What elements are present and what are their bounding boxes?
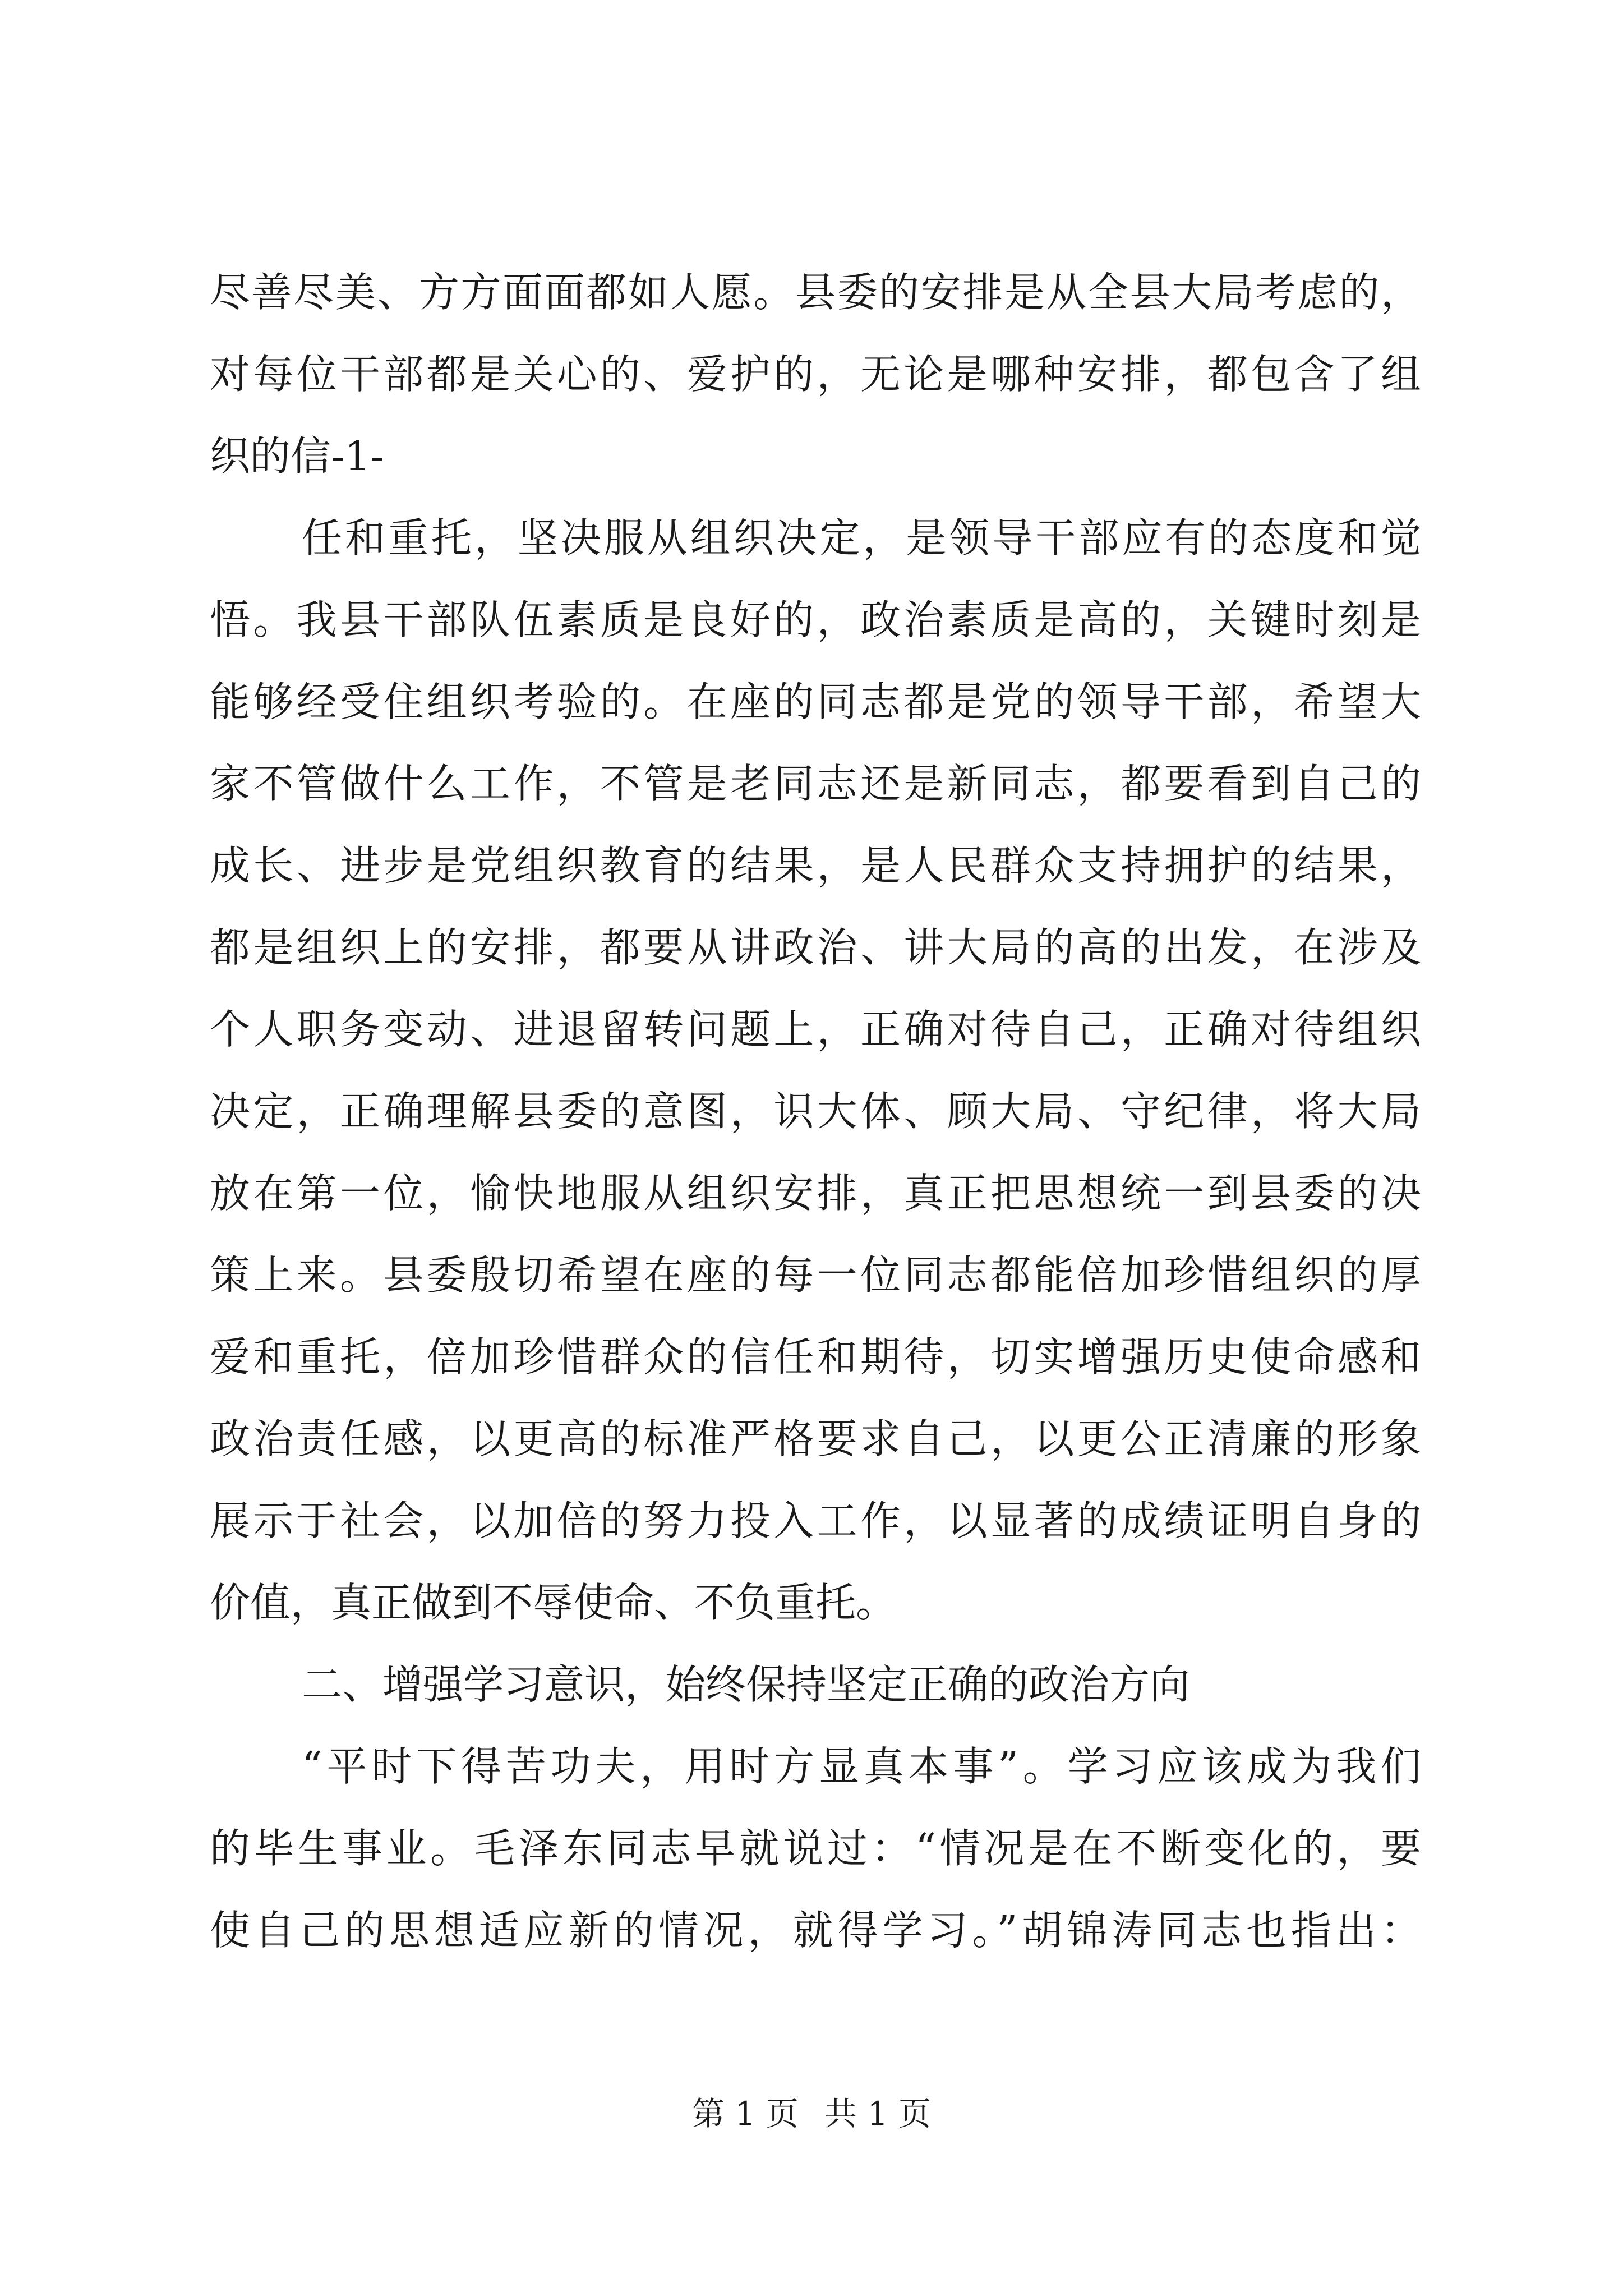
text-line: 都是组织上的安排，都要从讲政治、讲大局的高的出发，在涉及 [210, 924, 1421, 971]
text-line: 决定，正确理解县委的意图，识大体、顾大局、守纪律，将大局 [210, 1088, 1421, 1135]
text-line: 放在第一位，愉快地服从组织安排，真正把思想统一到县委的决 [210, 1170, 1421, 1217]
text-line: 策上来。县委殷切希望在座的每一位同志都能倍加珍惜组织的厚 [210, 1251, 1421, 1299]
section-heading: 二、增强学习意识，始终保持坚定正确的政治方向 [302, 1661, 1191, 1708]
page-total: 共 1 页 [824, 2095, 931, 2133]
text-line: 对每位干部都是关心的、爱护的，无论是哪种安排，都包含了组 [210, 351, 1421, 398]
text-line: 爱和重托，倍加珍惜群众的信任和期待，切实增强历史使命感和 [210, 1333, 1421, 1381]
text-line: 尽善尽美、方方面面都如人愿。县委的安排是从全县大局考虑的， [210, 269, 1421, 316]
text-line: 展示于社会，以加倍的努力投入工作，以显著的成绩证明自身的 [210, 1497, 1421, 1544]
page-number: 第 1 页 [692, 2095, 799, 2133]
paragraph-first-line: “平时下得苦功夫，用时方显真本事”。学习应该成为我们 [302, 1743, 1421, 1790]
page-footer [0, 2091, 1623, 2136]
text-line: 成长、进步是党组织教育的结果，是人民群众支持拥护的结果， [210, 842, 1421, 889]
text-line: 个人职务变动、进退留转问题上，正确对待自己，正确对待组织 [210, 1006, 1421, 1053]
text-line: 政治责任感，以更高的标准严格要求自己，以更公正清廉的形象 [210, 1415, 1421, 1462]
text-line: 使自己的思想适应新的情况，就得学习。”胡锦涛同志也指出： [210, 1907, 1421, 1954]
text-line: 价值，真正做到不辱使命、不负重托。 [210, 1579, 897, 1626]
document-body [210, 251, 1421, 1971]
paragraph-first-line: 任和重托，坚决服从组织决定，是领导干部应有的态度和觉 [302, 514, 1421, 562]
text-line: 能够经受住组织考验的。在座的同志都是党的领导干部，希望大 [210, 678, 1421, 725]
text-line: 的毕生事业。毛泽东同志早就说过：“情况是在不断变化的，要 [210, 1825, 1421, 1872]
text-line: 悟。我县干部队伍素质是良好的，政治素质是高的，关键时刻是 [210, 596, 1421, 643]
text-line: 家不管做什么工作，不管是老同志还是新同志，都要看到自己的 [210, 760, 1421, 807]
text-line: 织的信-1- [210, 432, 384, 480]
